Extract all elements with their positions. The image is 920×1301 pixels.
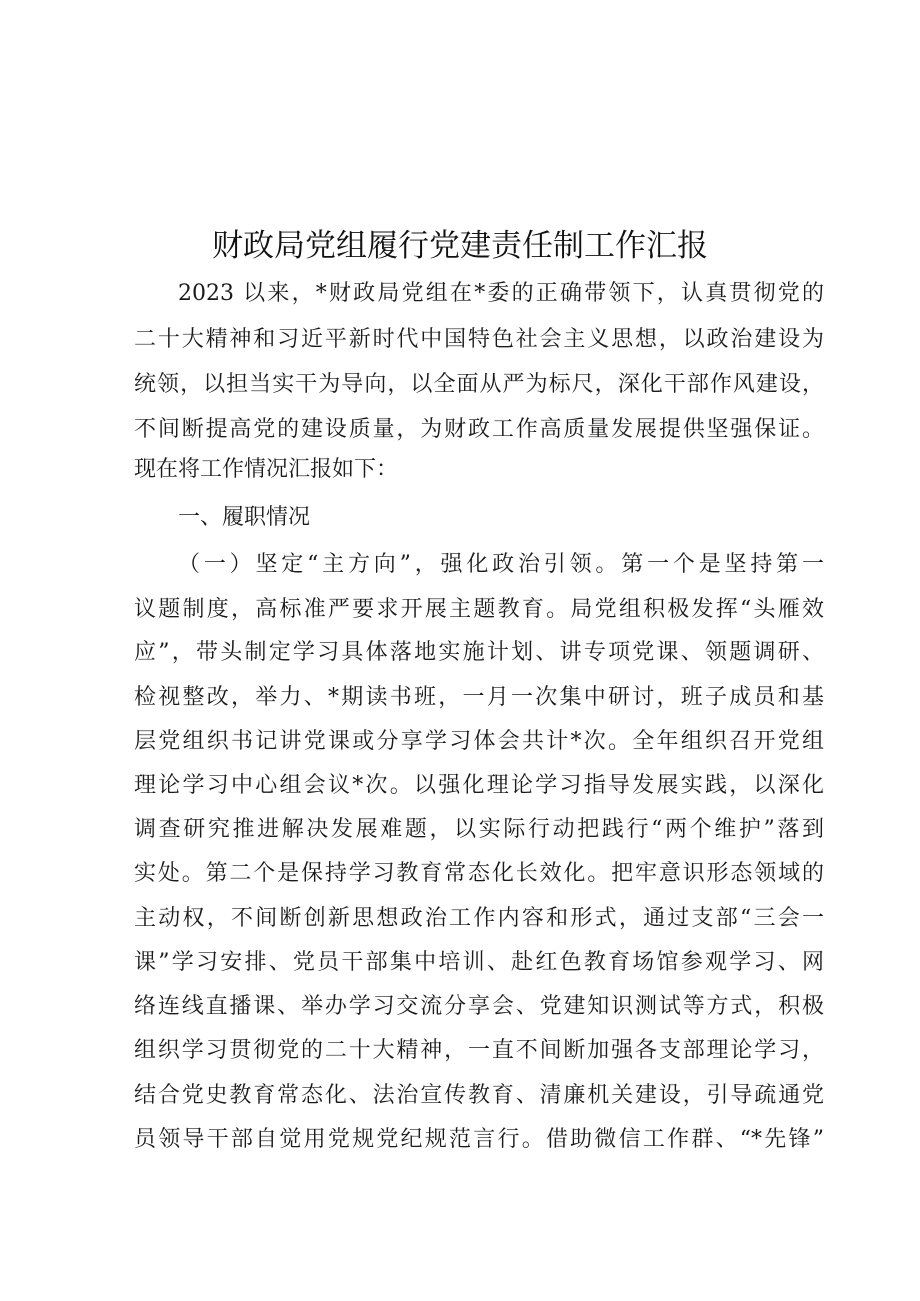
intro-line: 现在将工作情况汇报如下： [134,457,399,482]
section-heading: 一、履职情况 [178,505,311,530]
body-line: 结合党史教育常态化、法治宣传教育、清廉机关建设，引导疏通党 [134,1083,824,1108]
body-line: 理论学习中心组会议*次。以强化理论学习指导发展实践，以深化 [134,773,824,798]
intro-line: 2023 以来，*财政局党组在*委的正确带领下，认真贯彻党的 [178,281,824,306]
body-line: 实处。第二个是保持学习教育常态化长效化。把牢意识形态领域的 [134,861,824,886]
intro-line: 二十大精神和习近平新时代中国特色社会主义思想，以政治建设为 [134,327,824,352]
document-title: 财政局党组履行党建责任制工作汇报 [212,228,708,264]
body-line: 络连线直播课、举办学习交流分享会、党建知识测试等方式，积极 [134,994,824,1019]
body-line: 议题制度，高标准严要求开展主题教育。局党组积极发挥“头雁效 [134,597,824,622]
body-line: 主动权，不间断创新思想政治工作内容和形式，通过支部“三会一 [134,906,824,931]
body-line: 检视整改，举力、*期读书班，一月一次集中研讨，班子成员和基 [134,685,824,710]
body-line: 层党组织书记讲党课或分享学习体会共计*次。全年组织召开党组 [134,729,824,754]
body-line: 课”学习安排、党员干部集中培训、赴红色教育场馆参观学习、网 [134,950,824,975]
body-line: （一）坚定“主方向”，强化政治引领。第一个是坚持第一 [178,552,824,577]
intro-line: 统领，以担当实干为导向，以全面从严为标尺，深化干部作风建设， [134,372,824,397]
body-line: 应”，带头制定学习具体落地实施计划、讲专项党课、领题调研、 [134,640,824,665]
body-line: 组织学习贯彻党的二十大精神，一直不间断加强各支部理论学习， [134,1038,824,1063]
body-line: 调查研究推进解决发展难题，以实际行动把践行“两个维护”落到 [134,817,824,842]
body-line: 员领导干部自觉用党规党纪规范言行。借助微信工作群、“*先锋” [134,1127,824,1152]
intro-line: 不间断提高党的建设质量，为财政工作高质量发展提供坚强保证。 [134,417,824,442]
